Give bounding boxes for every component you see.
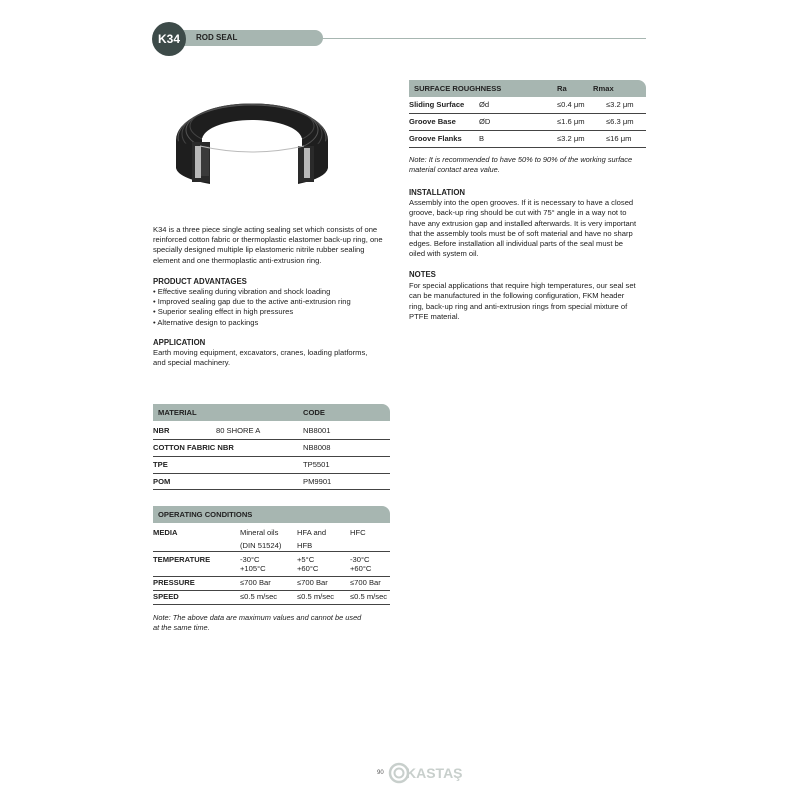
- installation-text-line: groove, back-up ring should be cut with 75° angle in a way not to: [409, 208, 627, 217]
- surface-symbol: Ød: [479, 100, 490, 109]
- notes-text-line: can be manufactured in the following configuration, FKM header: [409, 291, 625, 300]
- product-code-badge: [152, 22, 186, 56]
- application-text-line: Earth moving equipment, excavators, cranes, loading platforms,: [153, 348, 368, 357]
- page-number: 90: [377, 770, 384, 776]
- installation-heading: INSTALLATION: [409, 188, 466, 197]
- surface-name: Groove Flanks: [409, 134, 462, 143]
- installation-text-line: have any extrusion gap and installed afterwards. It is very important: [409, 219, 637, 228]
- installation-text-line: edges. Before installation all individual parts of the seal must be: [409, 239, 624, 248]
- pressure-col1: ≤700 Bar: [240, 578, 271, 587]
- material-spec: 80 SHORE A: [216, 426, 261, 435]
- material-name: NBR: [153, 426, 170, 435]
- logo-text: KASTAŞ: [406, 765, 463, 781]
- notes-text-line: ring, back-up ring and anti-extrusion rings from special mixture of: [409, 302, 628, 311]
- rmax-value: ≤6.3 μm: [606, 117, 634, 126]
- roughness-table-header: [409, 80, 646, 97]
- rmax-value: ≤16 μm: [606, 134, 632, 143]
- temp-col3-line2: +60°C: [350, 564, 372, 573]
- list-item: • Alternative design to packings: [153, 318, 351, 328]
- table-row: [153, 474, 390, 490]
- rmax-column-header: Rmax: [593, 84, 614, 93]
- application-text-line: and special machinery.: [153, 358, 231, 367]
- speed-label: SPEED: [153, 592, 179, 601]
- header-band: [168, 30, 323, 46]
- roughness-note-line: Note: It is recommended to have 50% to 90% of the working surface: [409, 155, 633, 164]
- seal-product-image: [170, 98, 330, 190]
- material-code: TP5501: [303, 460, 330, 469]
- ra-column-header: Ra: [557, 84, 567, 93]
- material-table-header: [153, 404, 390, 421]
- list-item: • Improved sealing gap due to the active anti-extrusion ring: [153, 297, 351, 307]
- media-col2-line2: HFB: [297, 541, 313, 550]
- speed-col1: ≤0.5 m/sec: [240, 592, 278, 601]
- header-rule: [320, 38, 646, 39]
- operating-note-line: Note: The above data are maximum values and cannot be used: [153, 613, 362, 622]
- table-row: [409, 98, 646, 114]
- surface-symbol: B: [479, 134, 485, 143]
- operating-note-line: at the same time.: [153, 623, 210, 632]
- pressure-col3: ≤700 Bar: [350, 578, 381, 587]
- surface-name: Groove Base: [409, 117, 456, 126]
- rmax-value: ≤3.2 μm: [606, 100, 634, 109]
- media-col3: HFC: [350, 528, 366, 537]
- temp-col3-line1: -30°C: [350, 555, 370, 564]
- code-column-header: CODE: [303, 408, 325, 417]
- media-col1-line1: Mineral oils: [240, 528, 279, 537]
- product-code: K34: [157, 32, 180, 46]
- media-label: MEDIA: [153, 528, 178, 537]
- table-row: [409, 115, 646, 131]
- media-col2-line1: HFA and: [297, 528, 327, 537]
- temp-col1-line2: +105°C: [240, 564, 266, 573]
- pressure-label: PRESSURE: [153, 578, 195, 587]
- table-row: [153, 525, 390, 552]
- table-row: [153, 577, 390, 591]
- notes-text-line: For special applications that require high temperatures, our seal set: [409, 281, 636, 290]
- list-item: • Superior sealing effect in high pressures: [153, 307, 351, 317]
- material-name: COTTON FABRIC NBR: [153, 443, 234, 452]
- surface-symbol: ØD: [479, 117, 491, 126]
- advantages-list: [153, 287, 351, 328]
- table-row: [153, 440, 390, 457]
- temperature-label: TEMPERATURE: [153, 555, 211, 564]
- material-code: NB8008: [303, 443, 331, 452]
- advantages-heading: PRODUCT ADVANTAGES: [153, 277, 247, 286]
- surface-name: Sliding Surface: [409, 100, 465, 109]
- temp-col2-line2: +60°C: [297, 564, 319, 573]
- speed-col2: ≤0.5 m/sec: [297, 592, 335, 601]
- material-column-header: MATERIAL: [158, 408, 197, 417]
- notes-text-line: PTFE material.: [409, 312, 460, 321]
- material-name: TPE: [153, 460, 168, 469]
- table-row: [153, 457, 390, 474]
- ra-value: ≤0.4 μm: [557, 100, 585, 109]
- table-row: [409, 132, 646, 148]
- installation-text-line: Assembly into the open grooves. If it is necessary to have a closed: [409, 198, 634, 207]
- ra-value: ≤3.2 μm: [557, 134, 585, 143]
- table-row: [153, 423, 390, 440]
- speed-col3: ≤0.5 m/sec: [350, 592, 388, 601]
- material-code: NB8001: [303, 426, 331, 435]
- application-heading: APPLICATION: [153, 338, 206, 347]
- operating-table-header: [153, 506, 390, 523]
- material-code: PM9901: [303, 477, 332, 486]
- roughness-column-header: SURFACE ROUGHNESS: [414, 84, 502, 93]
- temp-col2-line1: +5°C: [297, 555, 315, 564]
- page-title: ROD SEAL: [196, 33, 238, 42]
- installation-text-line: that the assembly tools must be of soft material and have no sharp: [409, 229, 633, 238]
- product-description: K34 is a three piece single acting sealing set which consists of one reinforced cotton fabric or thermoplastic elastomer back-up ring, one specially designed multiple lip elastomeric nitrile rubber sealing element and one thermoplastic anti-extrusion ring.: [153, 225, 383, 265]
- roughness-note-line: material contact area value.: [409, 165, 500, 174]
- list-item: • Effective sealing during vibration and shock loading: [153, 287, 351, 297]
- temp-col1-line1: -30°C: [240, 555, 260, 564]
- installation-text-line: oiled with system oil.: [409, 249, 479, 258]
- pressure-col2: ≤700 Bar: [297, 578, 328, 587]
- kastas-logo: [388, 762, 468, 784]
- notes-heading: NOTES: [409, 270, 436, 279]
- media-col1-line2: (DIN 51524): [240, 541, 282, 550]
- operating-table-title: OPERATING CONDITIONS: [158, 510, 253, 519]
- material-name: POM: [153, 477, 171, 486]
- table-row: [153, 591, 390, 605]
- table-row: [153, 552, 390, 577]
- ra-value: ≤1.6 μm: [557, 117, 585, 126]
